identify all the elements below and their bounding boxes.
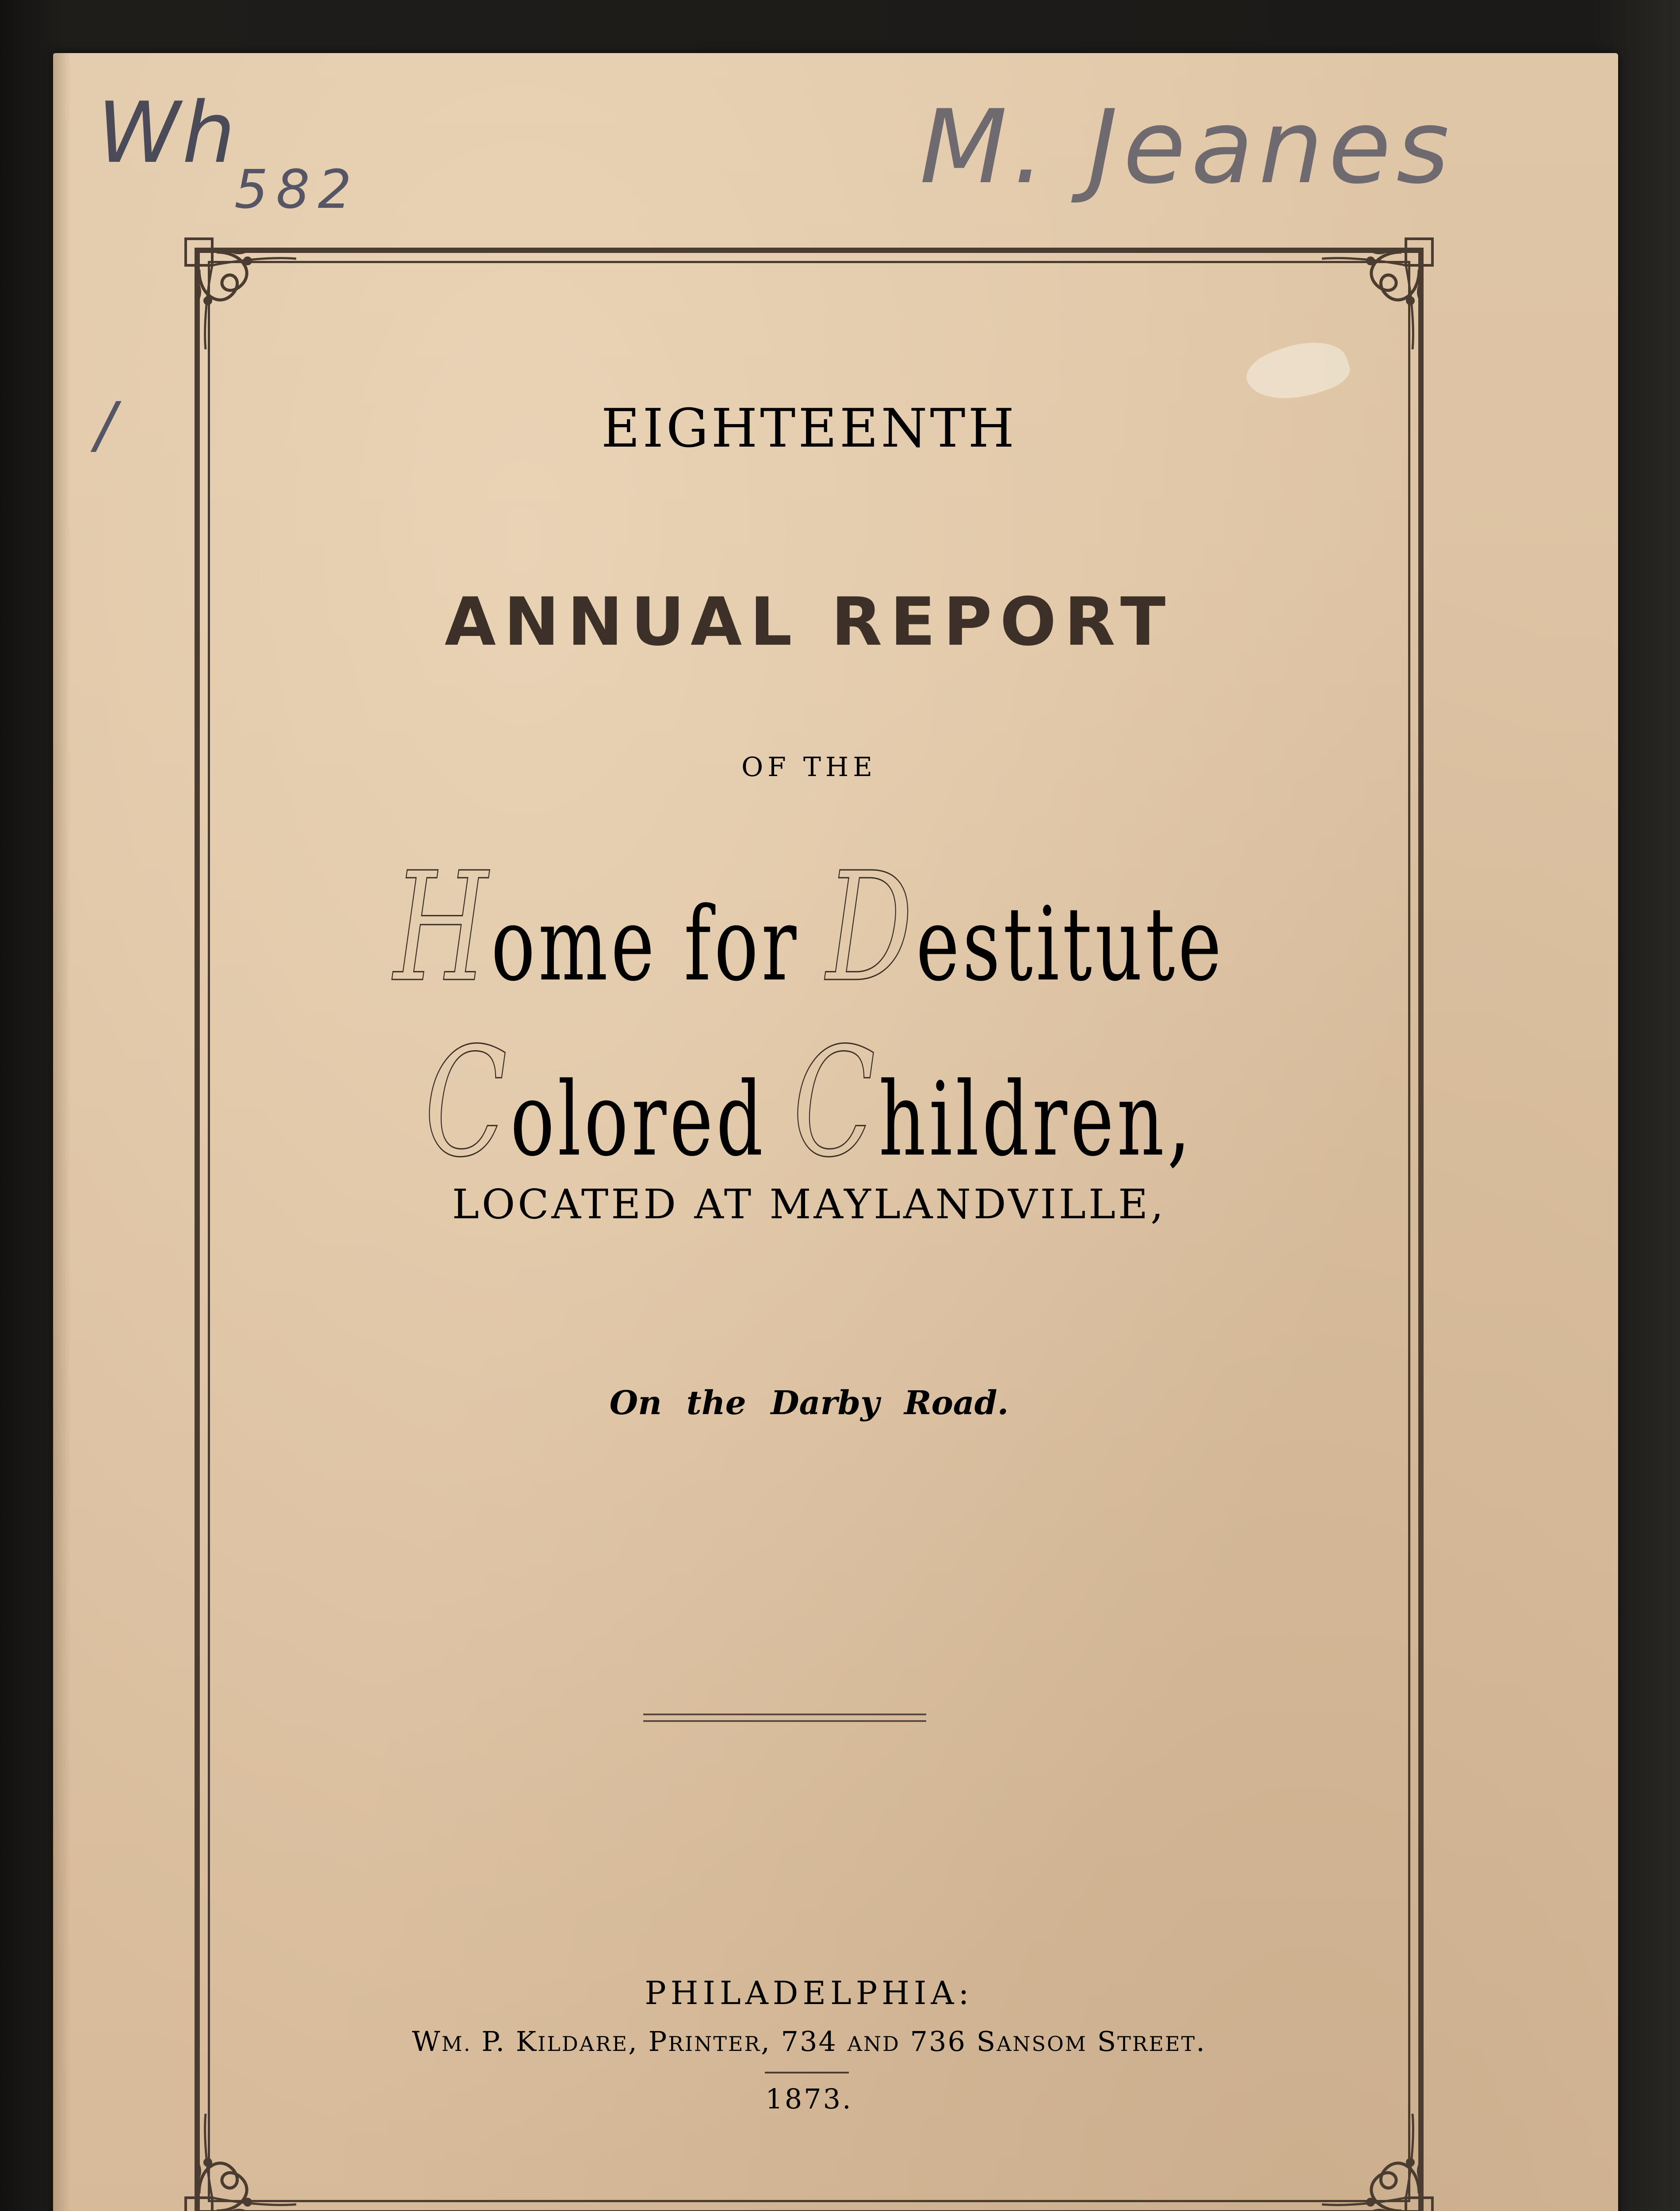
- institution-word: Children,: [792, 1015, 1194, 1190]
- double-rule-top: [643, 1714, 926, 1715]
- imprint-year: 1873.: [765, 2083, 853, 2115]
- report-connector: OF THE: [741, 752, 877, 783]
- corner-ornament-top-right: [1304, 234, 1437, 367]
- handwritten-left-mark: /: [95, 389, 118, 461]
- location-line: LOCATED AT MAYLANDVILLE,: [452, 1181, 1166, 1228]
- corner-ornament-top-left: [181, 234, 314, 367]
- institution-word: Home: [393, 840, 658, 1015]
- handwritten-wh: Wh: [97, 84, 237, 182]
- institution-word: Destitute: [826, 840, 1225, 1015]
- handwritten-owner-name: M. Jeanes: [920, 88, 1455, 207]
- imprint-city: PHILADELPHIA:: [645, 1974, 974, 2012]
- handwritten-shelf-number: 582: [234, 159, 360, 221]
- page-spine-shadow: [53, 53, 71, 2211]
- imprint-printer: WM. P. KILDARE, PRINTER, 734 AND 736 SANSOM STREET.: [412, 2025, 1207, 2058]
- institution-word: for: [683, 886, 800, 1004]
- report-ordinal: EIGHTEENTH: [601, 398, 1017, 459]
- institution-word: Colored: [424, 1015, 767, 1190]
- road-line: On the Darby Road.: [609, 1384, 1009, 1422]
- imprint-rule: [765, 2072, 849, 2073]
- report-heading: ANNUAL REPORT: [444, 584, 1174, 661]
- ornamental-frame-inner: [208, 261, 1410, 2202]
- institution-name: [367, 840, 1252, 1190]
- double-rule-bottom: [643, 1720, 926, 1722]
